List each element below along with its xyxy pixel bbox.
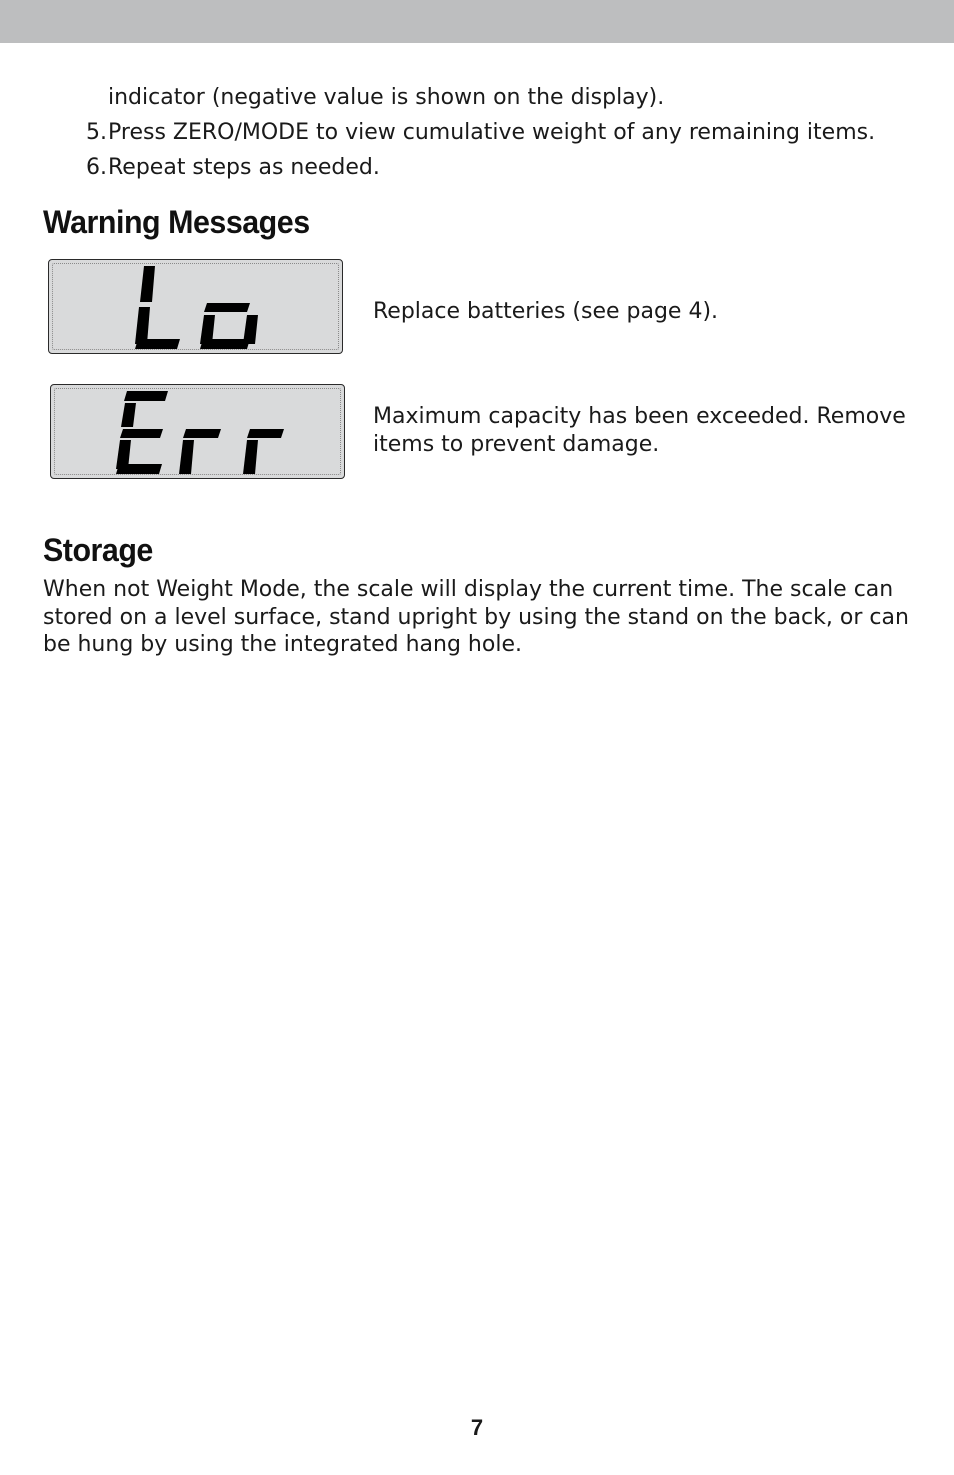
- lcd-display-lo: [48, 259, 343, 354]
- segment-r2-top: [247, 429, 284, 438]
- segment-e-top: [124, 391, 168, 401]
- segment-l-upper: [140, 266, 155, 302]
- lcd-segments-lo: [49, 260, 344, 355]
- segment-e-bottom: [116, 464, 162, 474]
- lo-description: Replace batteries (see page 4).: [373, 299, 719, 324]
- lcd-segments-err: [51, 385, 346, 480]
- top-band: [0, 0, 954, 43]
- segment-r2-left: [243, 440, 258, 474]
- storage-body: When not Weight Mode, the scale will display the current time. The scale can stored on a level surface, stand upright by using the stand on the back, or can be hung by using the integrated hang hole.: [43, 577, 909, 657]
- segment-e-upper-left: [121, 403, 136, 427]
- steps-list: [0, 84, 954, 189]
- storage-heading: Storage: [43, 532, 153, 568]
- segment-o-bottom: [200, 339, 250, 349]
- step-text: Repeat steps as needed.: [108, 155, 380, 180]
- warning-messages-heading: Warning Messages: [43, 204, 310, 240]
- step-number: 6.: [86, 155, 107, 180]
- segment-e-middle: [120, 429, 163, 438]
- segment-r1-left: [179, 440, 194, 474]
- list-item: [0, 119, 954, 154]
- segment-l-lower: [135, 307, 150, 344]
- step-text: indicator (negative value is shown on the display).: [108, 85, 665, 110]
- segment-o-middle: [204, 303, 250, 312]
- segment-l-bottom: [135, 339, 180, 349]
- step-number: 5.: [86, 120, 107, 145]
- err-description: Maximum capacity has been exceeded. Remove items to prevent damage.: [373, 404, 906, 457]
- lcd-display-err: [50, 384, 345, 479]
- list-item: [0, 84, 954, 119]
- list-item: [0, 154, 954, 189]
- step-text: Press ZERO/MODE to view cumulative weight of any remaining items.: [108, 120, 876, 145]
- segment-r1-top: [183, 429, 221, 438]
- page-number: 7: [470, 1415, 484, 1440]
